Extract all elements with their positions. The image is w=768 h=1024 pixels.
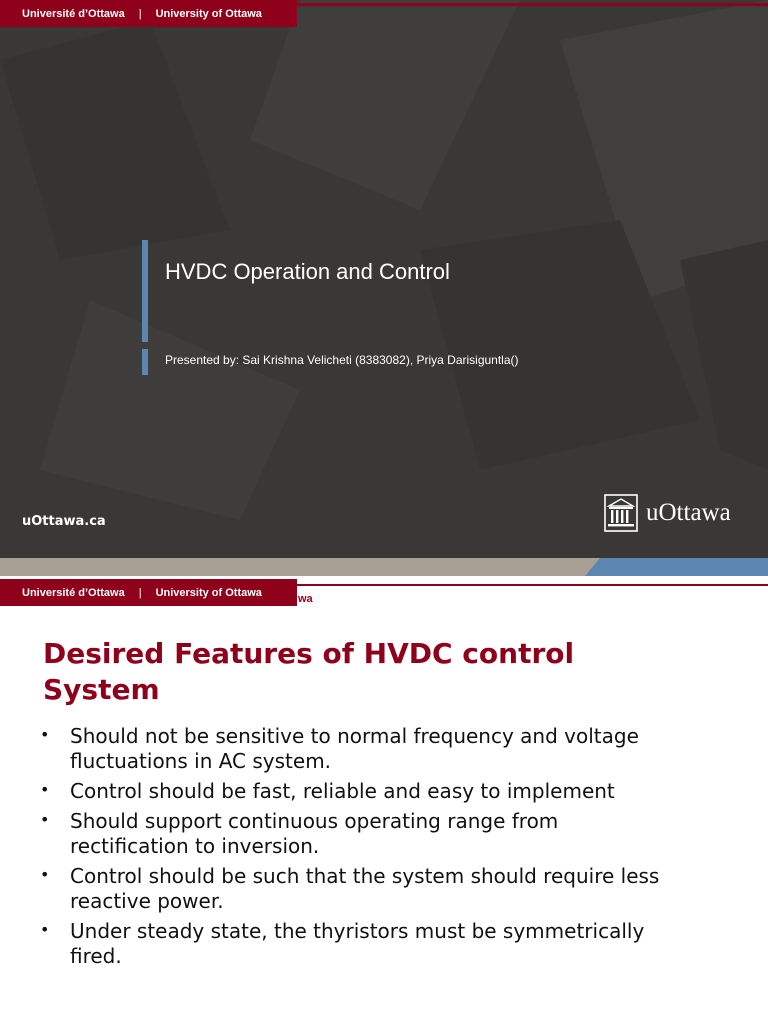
bullet-icon: • [40, 920, 50, 939]
list-item: • Should support continuous operating range from rectification to inversion. [40, 809, 559, 858]
list-item: • Control should be such that the system should require less reactive power. [40, 864, 660, 913]
brand-english: University of Ottawa [155, 7, 262, 20]
title-accent-line [142, 240, 148, 342]
brand-separator: | [138, 7, 142, 20]
list-item: • Control should be fast, reliable and easy to implement [40, 779, 615, 803]
list-item: • Under steady state, the thyristors must be symmetrically fired. [40, 919, 645, 968]
logo-wordmark: uOttawa [646, 499, 731, 526]
bullet-icon: • [40, 780, 50, 799]
top-accent-strip [297, 3, 768, 6]
bullet-icon: • [40, 865, 50, 884]
brand-french-2: Université d’Ottawa [22, 586, 125, 599]
slide-heading: Desired Features of HVDC control System [43, 637, 575, 706]
content-slide [0, 576, 768, 1024]
slide-subtitle: Presented by: Sai Krishna Velicheti (8383082), Priya Darisiguntla() [165, 353, 519, 367]
building-icon [604, 494, 638, 532]
subtitle-accent-line [142, 349, 148, 375]
slide-title: HVDC Operation and Control [165, 259, 450, 284]
top-accent-strip-2 [297, 584, 768, 586]
website-link[interactable]: uOttawa.ca [22, 514, 106, 529]
footer-band [0, 558, 768, 576]
brand-english-2: University of Ottawa [155, 586, 262, 599]
bullet-icon: • [40, 725, 50, 744]
brand-overflow-text: wa [298, 593, 313, 605]
brand-separator-2: | [138, 586, 142, 599]
university-brand-bar [0, 0, 297, 27]
uottawa-logo [604, 494, 731, 532]
bullet-icon: • [40, 810, 50, 829]
university-brand-bar-2 [0, 579, 297, 606]
feature-list [40, 724, 680, 974]
brand-french: Université d’Ottawa [22, 7, 125, 20]
list-item: • Should not be sensitive to normal frequency and voltage fluctuations in AC system. [40, 724, 639, 773]
